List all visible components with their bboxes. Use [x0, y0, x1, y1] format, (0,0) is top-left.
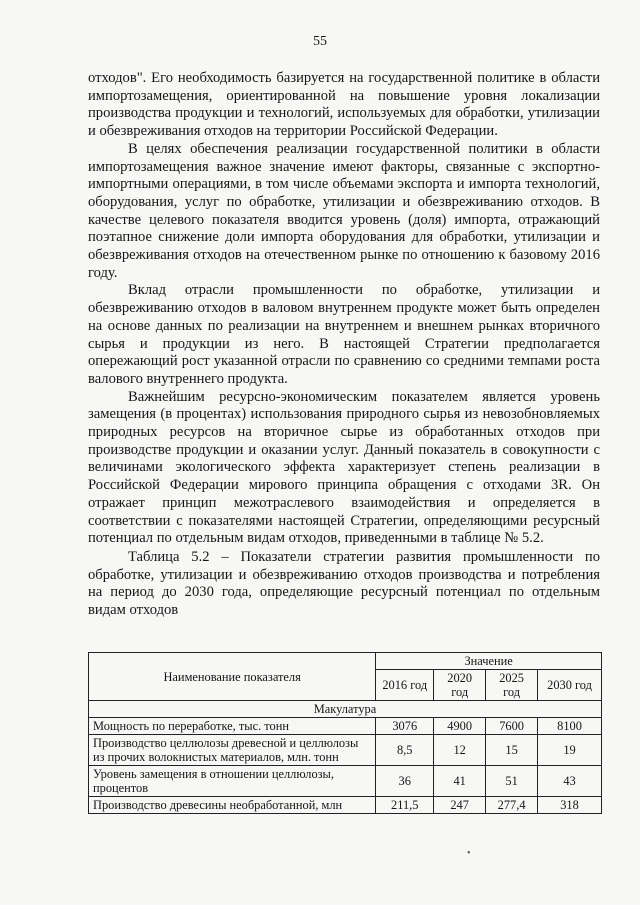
table-row [89, 735, 602, 766]
page-number: 55 [313, 34, 327, 49]
table-row [89, 766, 602, 797]
value-cell: 15 [486, 735, 538, 766]
table-caption: Таблица 5.2 – Показатели стратегии развития промышленности по обработке, утилизации и обезвреживанию отходов производства и потребления на период до 2030 года, определяющие ресурсный потенциал по отдельным видам отходов [88, 548, 600, 619]
value-cell: 318 [538, 797, 602, 814]
value-cell: 12 [434, 735, 486, 766]
value-cell: 51 [486, 766, 538, 797]
value-cell: 8,5 [376, 735, 434, 766]
scan-speck: • [467, 848, 471, 859]
row-label: Уровень замещения в отношении целлюлозы, процентов [89, 766, 376, 797]
table-header-row [89, 653, 602, 670]
row-label: Производство целлюлозы древесной и целлюлозы из прочих волокнистых материалов, млн. тонн [89, 735, 376, 766]
year-header: 2030 год [538, 670, 602, 701]
header-name-cell: Наименование показателя [89, 653, 376, 701]
value-cell: 247 [434, 797, 486, 814]
value-cell: 36 [376, 766, 434, 797]
body-text [88, 70, 600, 620]
year-header: 2025 год [486, 670, 538, 701]
paragraph: отходов". Его необходимость базируется на государственной политике в области импортозамещения, ориентированной на повышение уровня локализации производства продукции и технологий, используемых для обработки, утилизации и обезвреживания отходов на территории Российской Федерации. [88, 70, 600, 140]
paragraph: В целях обеспечения реализации государственной политики в области импортозамещения важное значение имеют факторы, связанные с экспортно-импортными операциями, в том числе объемами экспорта и импорта технологий, оборудования, услуг по обработке, утилизации и обезвреживанию отходов. В качестве целевого показателя вводится уровень (доля) импорта, отражающий поэтапное снижение доли импорта оборудования для обработки, утилизации и обезвреживания отходов на отечественном рынке по отношению к базовому 2016 году. [88, 140, 600, 281]
row-label: Мощность по переработке, тыс. тонн [89, 718, 376, 735]
value-cell: 3076 [376, 718, 434, 735]
value-cell: 211,5 [376, 797, 434, 814]
value-cell: 277,4 [486, 797, 538, 814]
table-row [89, 797, 602, 814]
year-header: 2020 год [434, 670, 486, 701]
value-cell: 8100 [538, 718, 602, 735]
year-header: 2016 год [376, 670, 434, 701]
paragraph: Вклад отрасли промышленности по обработке, утилизации и обезвреживанию отходов в валовом внутреннем продукте может быть определен на основе данных по реализации на внутреннем и внешнем рынках вторичного сырья и продукции из него. В настоящей Стратегии предполагается опережающий рост указанной отрасли по сравнению со средними темпами роста валового внутреннего продукта. [88, 282, 600, 387]
indicators-table [88, 652, 602, 814]
header-value-cell: Значение [376, 653, 602, 670]
value-cell: 19 [538, 735, 602, 766]
section-title: Макулатура [89, 701, 602, 718]
value-cell: 41 [434, 766, 486, 797]
table-row [89, 718, 602, 735]
value-cell: 4900 [434, 718, 486, 735]
section-row [89, 701, 602, 718]
paragraph: Важнейшим ресурсно-экономическим показателем является уровень замещения (в процентах) использования природного сырья из невозобновляемых природных ресурсов на вторичное сырье из обработанных отходов при производстве продукции и оказании услуг. Данный показатель в совокупности с величинами экологического эффекта характеризует степень реализации в Российской Федерации мирового принципа обращения с отходами 3R. Он отражает принцип межотраслевого взаимодействия и определяется в соответствии с показателями настоящей Стратегии, определяющими ресурсный потенциал по отдельным видам отходов, приведенными в таблице № 5.2. [88, 388, 600, 547]
value-cell: 7600 [486, 718, 538, 735]
row-label: Производство древесины необработанной, млн [89, 797, 376, 814]
value-cell: 43 [538, 766, 602, 797]
